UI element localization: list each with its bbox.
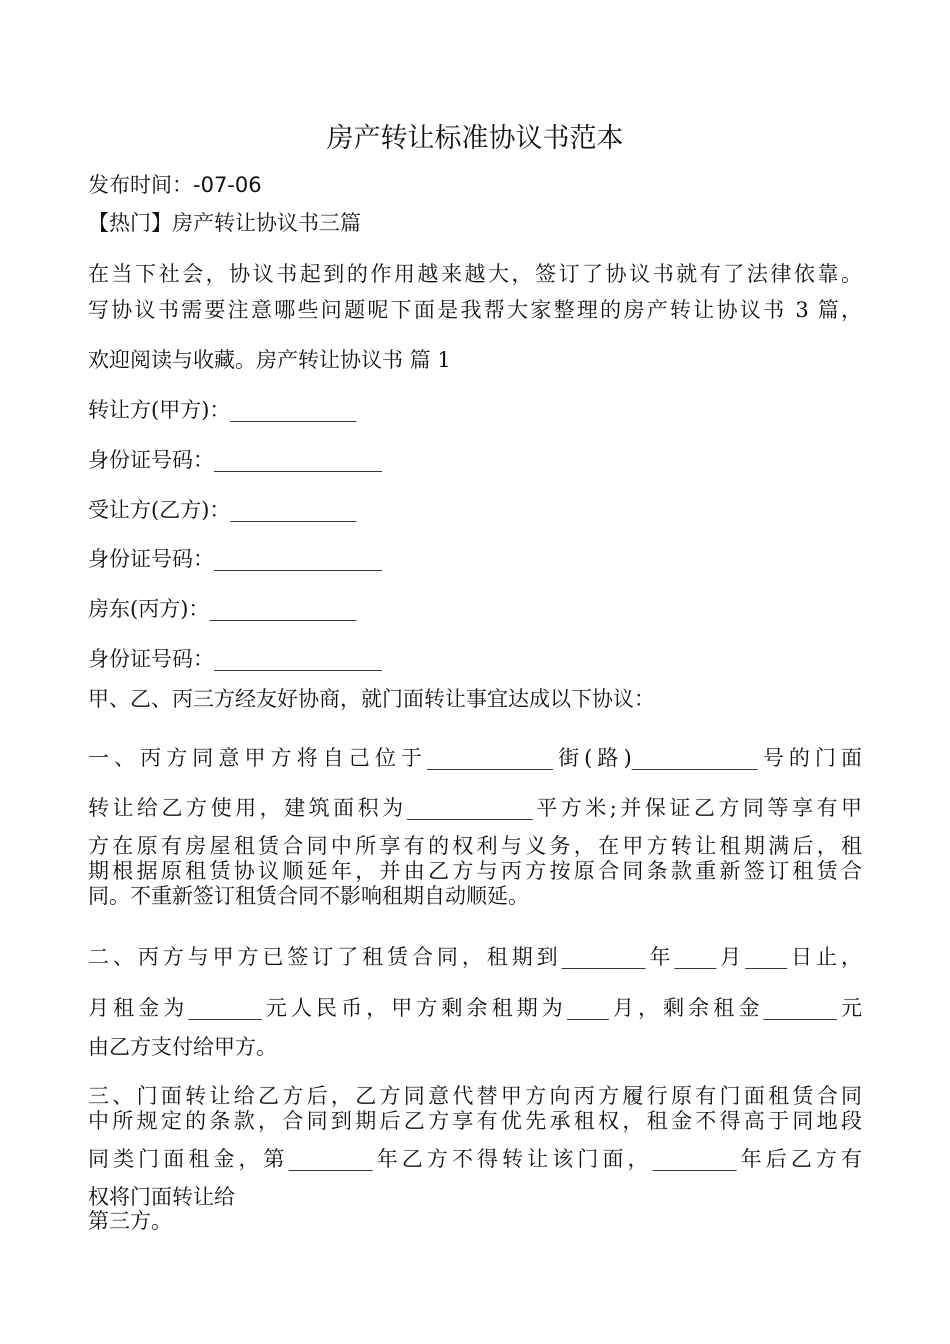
- clause-2-line: 月租金为_______元人民币，甲方剩余租期为____月，剩余租金_______元: [88, 996, 862, 1020]
- clause-3-line: 权将门面转让给: [88, 1185, 235, 1209]
- clause-3-line: 同类门面租金，第________年乙方不得转让该门面，________年后乙方有: [88, 1147, 862, 1171]
- body-line: 在当下社会，协议书起到的作用越来越大，签订了协议书就有了法律依靠。: [88, 262, 862, 286]
- hot-heading: 【热门】房产转让协议书三篇: [88, 211, 361, 235]
- clause-2-line: 二、丙方与甲方已签订了租赁合同，租期到________年____月____日止，: [88, 945, 862, 969]
- clause-1-line: 期根据原租赁协议顺延年，并由乙方与丙方按原合同条款重新签订租赁合: [88, 859, 862, 883]
- clause-1-line: 一、丙方同意甲方将自己位于____________街(路)____________号的门面: [88, 746, 862, 770]
- party-b-field: 受让方(乙方)：____________: [88, 498, 357, 522]
- party-b-id-field: 身份证号码：________________: [88, 547, 382, 571]
- clause-1-line: 转让给乙方使用，建筑面积为____________平方米;并保证乙方同等享有甲: [88, 796, 862, 820]
- clause-3-line: 第三方。: [88, 1209, 172, 1233]
- document-title: 房产转让标准协议书范本: [326, 123, 624, 154]
- party-a-id-field: 身份证号码：________________: [88, 448, 382, 472]
- party-a-field: 转让方(甲方)：____________: [88, 398, 357, 422]
- body-line: 写协议书需要注意哪些问题呢下面是我帮大家整理的房产转让协议书 3 篇，: [88, 298, 862, 322]
- clause-1-line: 同。不重新签订租赁合同不影响租期自动顺延。: [88, 884, 529, 908]
- body-line: 欢迎阅读与收藏。房产转让协议书 篇 1: [88, 348, 451, 372]
- party-c-field: 房东(丙方)：______________: [88, 597, 357, 621]
- clause-3-line: 三、门面转让给乙方后，乙方同意代替甲方向丙方履行原有门面租赁合同: [88, 1084, 862, 1108]
- clause-3-line: 中所规定的条款，合同到期后乙方享有优先承租权，租金不得高于同地段: [88, 1109, 862, 1133]
- party-c-id-field: 身份证号码：________________: [88, 647, 382, 671]
- publish-date: 发布时间：-07-06: [88, 173, 262, 197]
- clause-1-line: 方在原有房屋租赁合同中所享有的权利与义务，在甲方转让租期满后，租: [88, 834, 862, 858]
- agreement-intro: 甲、乙、丙三方经友好协商，就门面转让事宜达成以下协议：: [88, 687, 655, 711]
- clause-2-line: 由乙方支付给甲方。: [88, 1035, 277, 1059]
